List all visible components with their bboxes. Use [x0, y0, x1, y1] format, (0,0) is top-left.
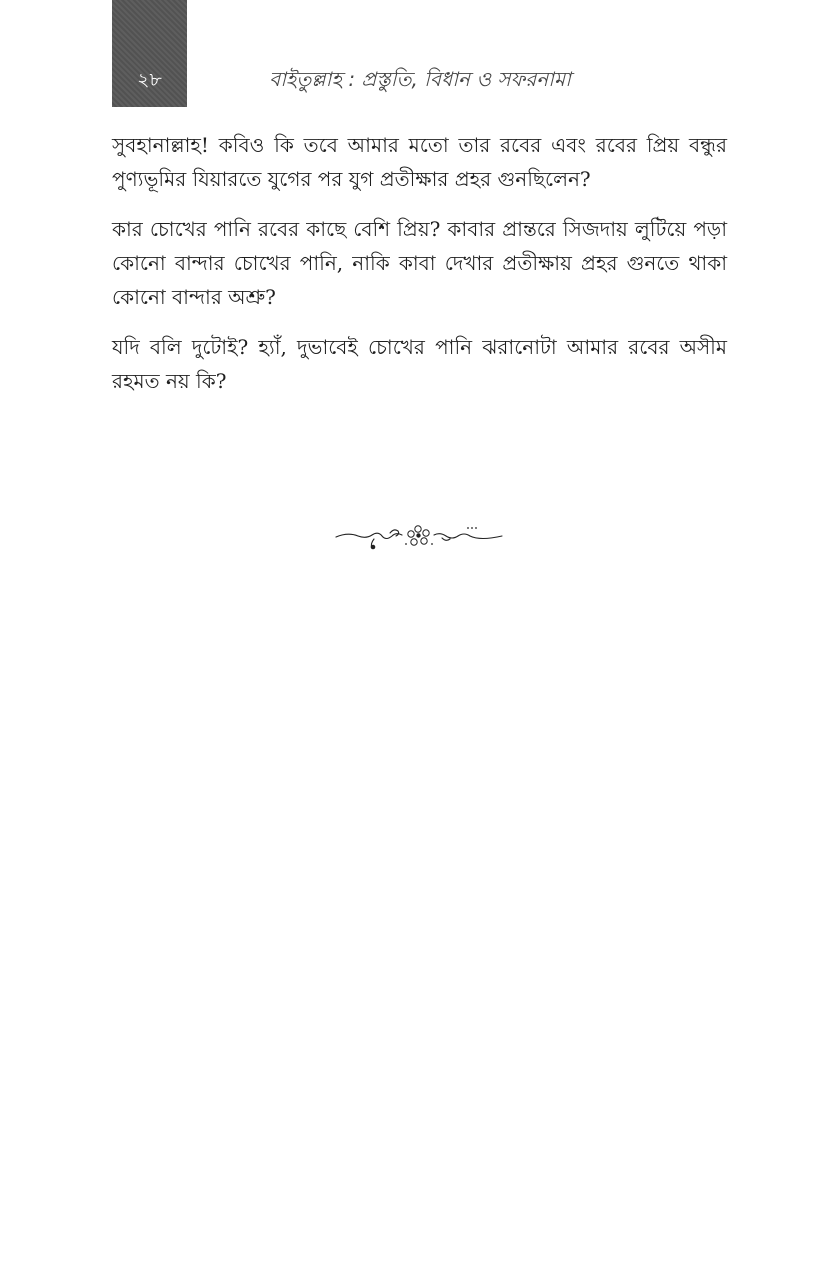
page-number-tab: [112, 0, 187, 107]
running-header-title: বাইতুল্লাহ : প্রস্তুতি, বিধান ও সফরনামা: [269, 67, 571, 91]
floral-divider-icon: [334, 520, 504, 554]
paragraph-2: কার চোখের পানি রবের কাছে বেশি প্রিয়? কাবার প্রান্তরে সিজদায় লুটিয়ে পড়া কোনো বান্দার চোখের পানি, নাকি কাবা দেখার প্রতীক্ষায় প্রহর গুনতে থাকা কোনো বান্দার অশ্রু?: [112, 217, 727, 309]
paragraph-3: যদি বলি দুটোই? হ্যাঁ, দুভাবেই চোখের পানি ঝরানোটা আমার রবের অসীম রহমত নয় কি?: [112, 335, 727, 393]
page-number: ২৮: [137, 69, 162, 91]
page-body: [112, 128, 727, 414]
paragraph-1: সুবহানাল্লাহ! কবিও কি তবে আমার মতো তার রবের এবং রবের প্রিয় বন্ধুর পুণ্যভূমির যিয়ারতে যুগের পর যুগ প্রতীক্ষার প্রহর গুনছিলেন?: [112, 133, 727, 191]
